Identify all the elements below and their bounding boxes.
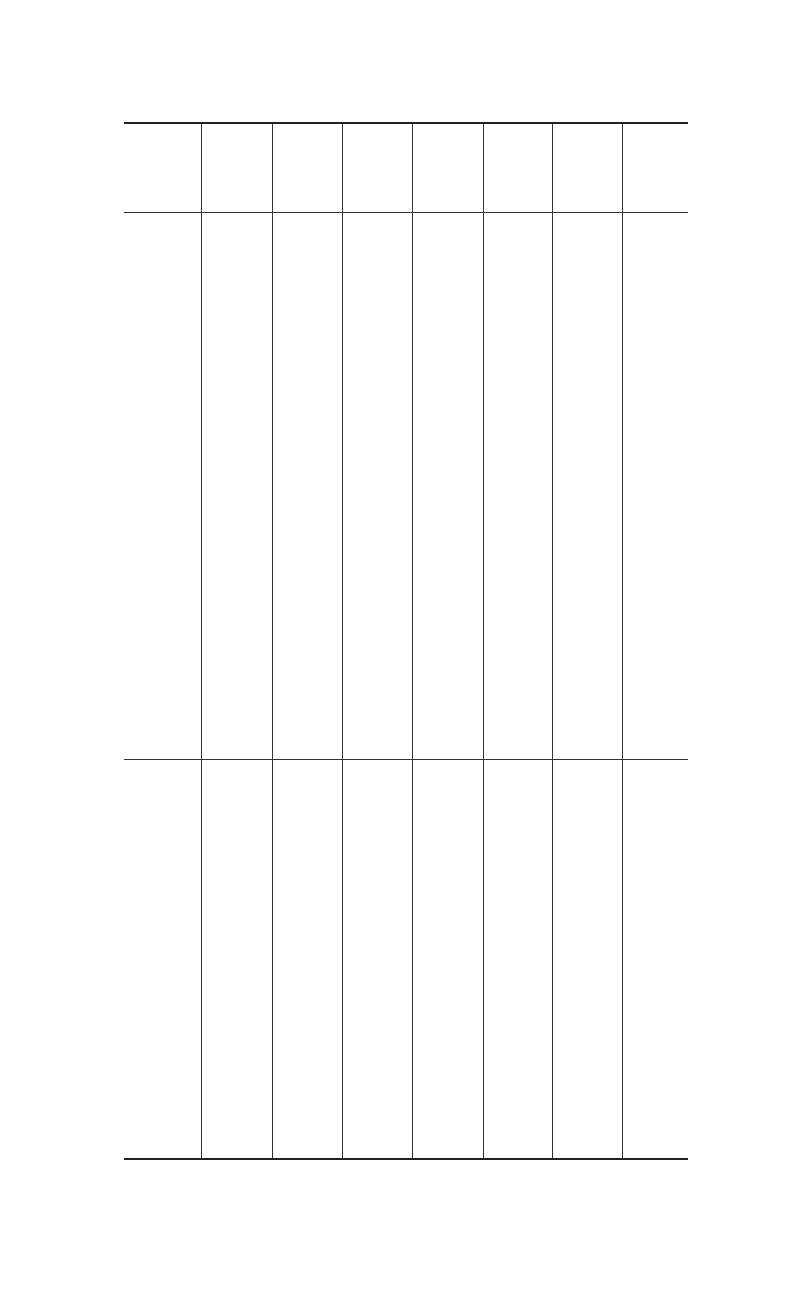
header-column (124, 124, 201, 1158)
table-footnote (708, 115, 742, 1055)
notifications-table (124, 122, 688, 1160)
page-title (20, 328, 60, 848)
